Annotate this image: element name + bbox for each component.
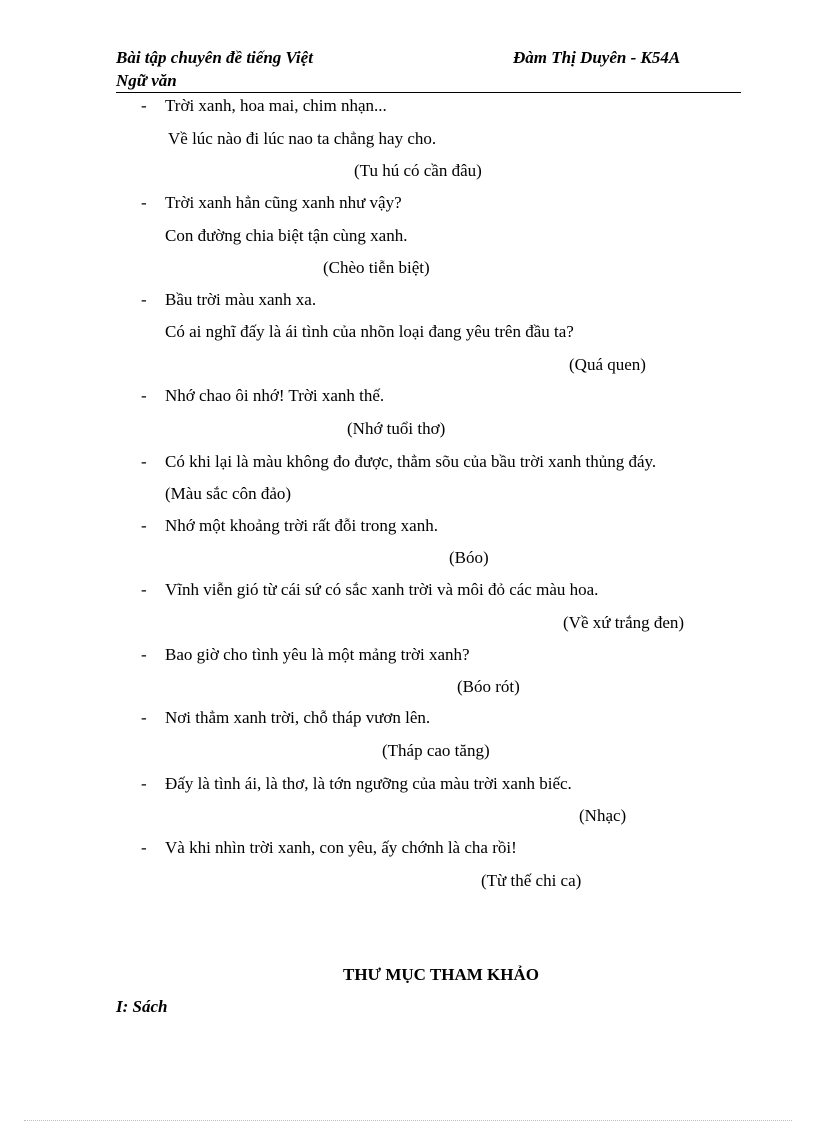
- quote-line: Bao giờ cho tình yêu là một mảng trời xanh?: [165, 645, 470, 664]
- quote-source: (Chèo tiễn biệt): [323, 258, 430, 277]
- quote-source: (Bóo): [449, 548, 489, 567]
- list-bullet: -: [141, 290, 147, 309]
- header-author: Đàm Thị Duyên - K54A: [513, 48, 681, 67]
- header-divider: [116, 92, 741, 93]
- quote-line: Bầu trời màu xanh xa.: [165, 290, 317, 309]
- page-bottom-divider: [24, 1120, 792, 1121]
- quote-source: (Từ thế chi ca): [481, 871, 582, 890]
- quote-source: (Quá quen): [569, 355, 646, 374]
- quote-line: Về lúc nào đi lúc nao ta chẳng hay cho.: [168, 129, 437, 148]
- list-bullet: -: [141, 838, 147, 857]
- list-bullet: -: [141, 96, 147, 115]
- quote-source: (Nhạc): [579, 806, 627, 825]
- quote-line: Nhớ chao ôi nhớ! Trời xanh thế.: [165, 386, 385, 405]
- quote-line: Nơi thẳm xanh trời, chỗ tháp vươn lên.: [165, 708, 431, 727]
- list-bullet: -: [141, 580, 147, 599]
- quote-source: (Về xứ trắng đen): [563, 613, 685, 632]
- quote-line: Và khi nhìn trời xanh, con yêu, ấy chớnh là cha rồi!: [165, 838, 517, 857]
- quote-line: Trời xanh hẳn cũng xanh như vậy?: [165, 193, 402, 212]
- quote-line: Vĩnh viễn gió từ cái sứ có sắc xanh trời và môi đỏ các màu hoa.: [165, 580, 599, 599]
- header-course-title: Bài tập chuyên đề tiếng Việt: [116, 48, 313, 67]
- quote-line: Đấy là tình ái, là thơ, là tớn ngưỡng của màu trời xanh biếc.: [165, 774, 572, 793]
- list-bullet: -: [141, 516, 147, 535]
- quote-source: (Nhớ tuổi thơ): [347, 419, 446, 438]
- quote-line: Nhớ một khoảng trời rất đỗi trong xanh.: [165, 516, 438, 535]
- list-bullet: -: [141, 774, 147, 793]
- quote-source: (Bóo rót): [457, 677, 520, 696]
- bibliography-section-books: I: Sách: [116, 997, 168, 1016]
- header-subject: Ngữ văn: [116, 71, 177, 90]
- bibliography-title: THƯ MỤC THAM KHẢO: [343, 965, 539, 984]
- quote-line: Con đường chia biệt tận cùng xanh.: [165, 226, 408, 245]
- quote-source: (Màu sắc côn đảo): [165, 484, 292, 503]
- list-bullet: -: [141, 386, 147, 405]
- list-bullet: -: [141, 452, 147, 471]
- quote-source: (Tu hú có cần đâu): [354, 161, 482, 180]
- quote-line: Trời xanh, hoa mai, chim nhạn...: [165, 96, 387, 115]
- quote-source: (Tháp cao tăng): [382, 741, 490, 760]
- list-bullet: -: [141, 645, 147, 664]
- list-bullet: -: [141, 193, 147, 212]
- list-bullet: -: [141, 708, 147, 727]
- quote-line: Có khi lại là màu không đo được, thẳm sõu của bầu trời xanh thủng đáy.: [165, 452, 657, 471]
- quote-line: Có ai nghĩ đấy là ái tình của nhõn loại đang yêu trên đầu ta?: [165, 322, 574, 341]
